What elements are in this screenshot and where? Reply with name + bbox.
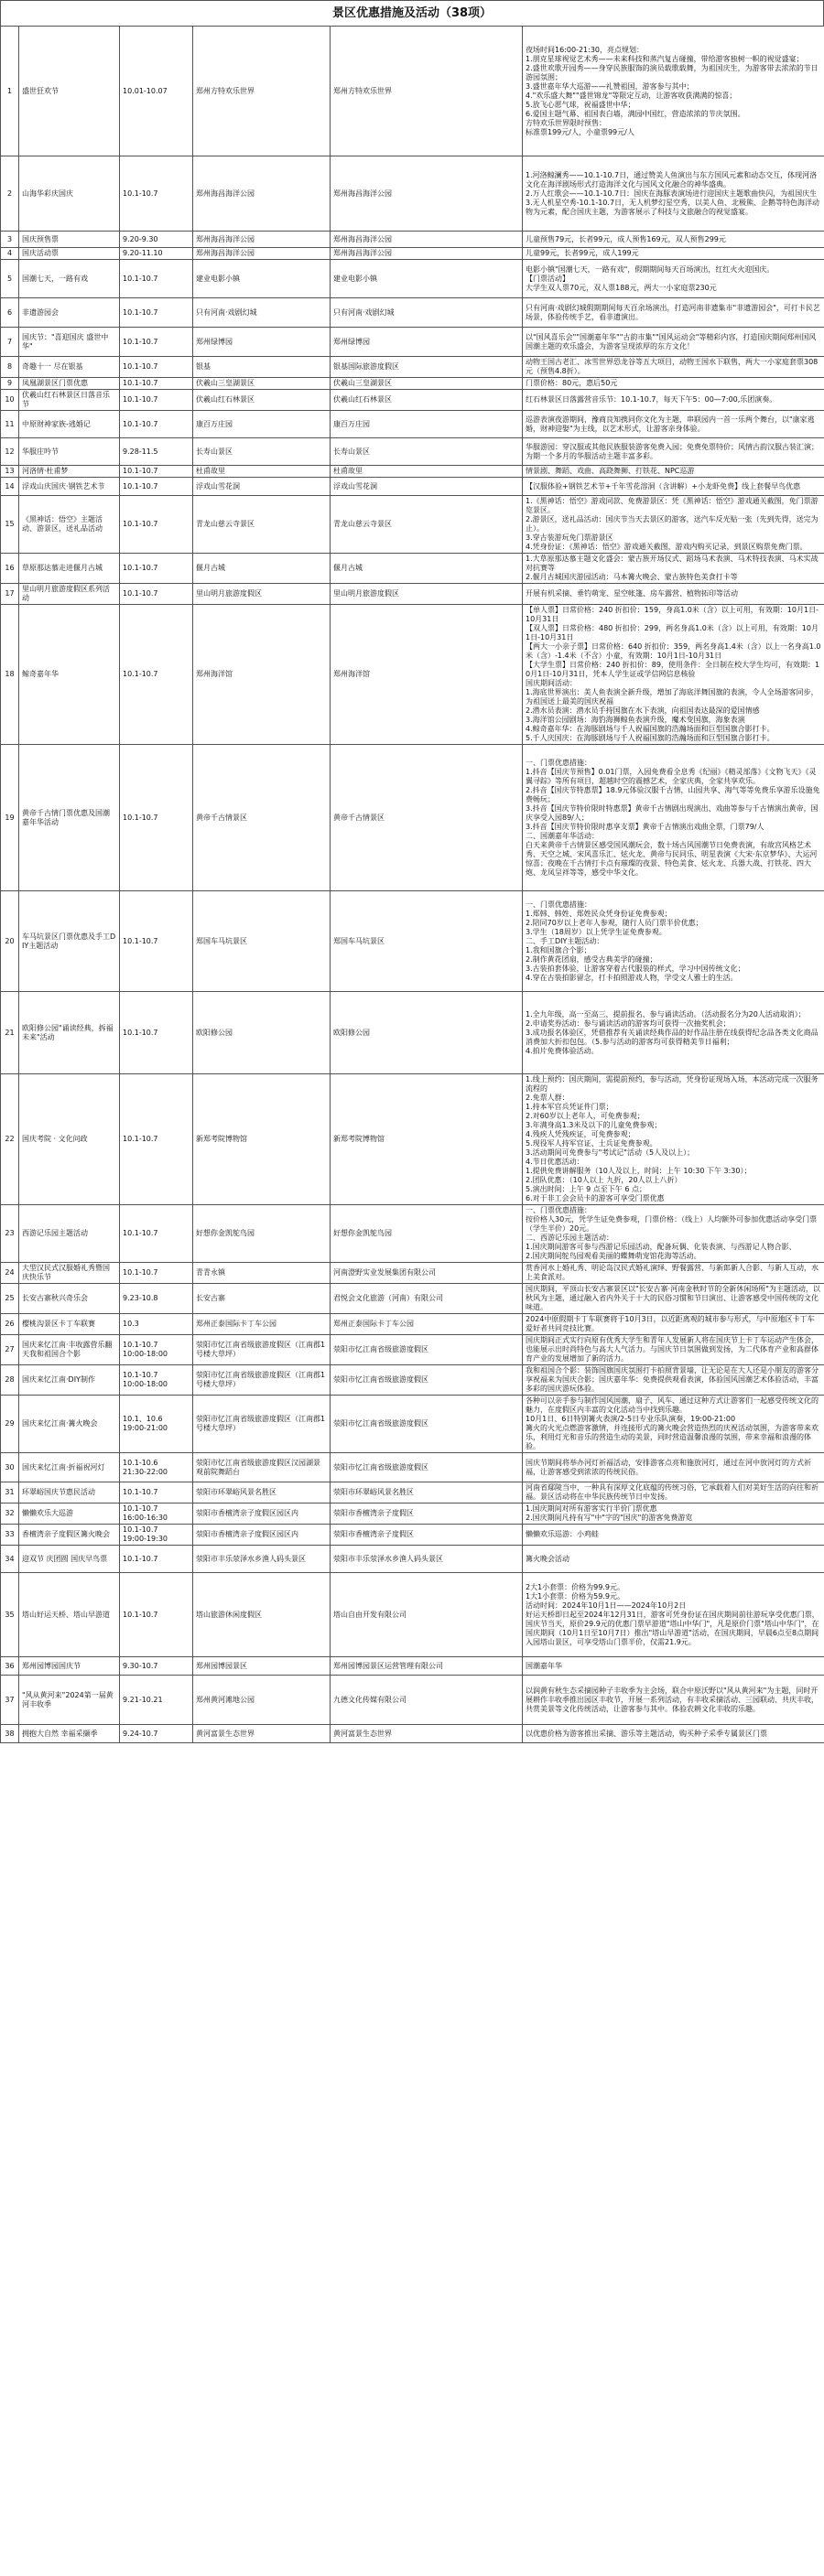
row-number: 32 — [1, 1504, 19, 1525]
activity-name: 伏羲山红石林景区日落音乐节 — [19, 390, 120, 411]
activity-date: 9.21-10.21 — [120, 1676, 193, 1725]
row-number: 12 — [1, 438, 19, 466]
activity-venue: 荥阳市忆江南省级旅游度假区（江南郡1号楼大草坪） — [193, 1335, 331, 1365]
organizer: 河南澄野实业发展集团有限公司 — [331, 1263, 523, 1284]
activity-date: 10.1-10.7 — [120, 298, 193, 328]
activity-name: 山海华彩庆国庆 — [19, 156, 120, 232]
activity-name: 懒懒欢乐大巡游 — [19, 1504, 120, 1525]
activity-date: 10.1-10.7 — [120, 1263, 193, 1284]
activity-name: 塔山好运天桥、塔山早游道 — [19, 1573, 120, 1657]
activity-name: 欧阳修公园"诵读经典，拆福未来"活动 — [19, 992, 120, 1074]
table-row — [1, 1573, 824, 1657]
table-row — [1, 1504, 824, 1525]
table-row — [1, 745, 824, 891]
table-row — [1, 1657, 824, 1676]
activity-name: "风从黄河来"2024第一届黄河丰收季 — [19, 1676, 120, 1725]
activity-date: 10.1-10.7 — [120, 554, 193, 584]
table-row — [1, 232, 824, 248]
activity-date: 9.20-9.30 — [120, 232, 193, 248]
organizer: 荥阳市忆江南省级旅游度假区 — [331, 1453, 523, 1482]
activity-name: 国庆来忆江南·折福祝河灯 — [19, 1453, 120, 1482]
activity-venue: 荥阳市丰乐荥泽水乡渔人码头景区 — [193, 1546, 331, 1573]
activity-venue: 青龙山慈云寺景区 — [193, 496, 331, 554]
activity-date: 10.1-10.7 16:00-16:30 — [120, 1504, 193, 1525]
organizer: 浮戏山雪花洞 — [331, 478, 523, 496]
activity-name: 国庆来忆江南·丰收露营乐翻天我和祖国合个影 — [19, 1335, 120, 1365]
activity-venue: 荥阳市忆江南省级旅游度假区（江南郡1号楼大草坪） — [193, 1396, 331, 1453]
activity-name: 中原财神家族-逃婚记 — [19, 411, 120, 438]
activity-details: 篝火晚会活动 — [523, 1546, 824, 1573]
organizer: 郑州正泰国际卡丁车公园 — [331, 1314, 523, 1335]
activity-venue: 新郑考院博物馆 — [193, 1074, 331, 1205]
table-row — [1, 1482, 824, 1504]
table-row — [1, 1335, 824, 1365]
organizer: 伏羲山三皇湖景区 — [331, 378, 523, 390]
activity-details: 国庆节期间将举办河灯祈福活动，安排游客点亮和施放河灯，通过在河中放河灯的方式祈福，让游客感受到浓浓的传统民俗。 — [523, 1453, 824, 1482]
organizer: 建业电影小镇 — [331, 260, 523, 298]
row-number: 8 — [1, 357, 19, 378]
organizer: 里山明月旅游度假区 — [331, 584, 523, 605]
row-number: 38 — [1, 1725, 19, 1743]
activity-date: 10.1-10.7 — [120, 605, 193, 745]
row-number: 29 — [1, 1396, 19, 1453]
organizer: 君悦会文化旅游（河南）有限公司 — [331, 1284, 523, 1314]
row-number: 11 — [1, 411, 19, 438]
activity-venue: 郑州海昌海洋公园 — [193, 248, 331, 260]
activity-name: 浮戏山庆国庆·钢铁艺术节 — [19, 478, 120, 496]
organizer: 银基国际旅游度假区 — [331, 357, 523, 378]
activity-details: 1.国庆期间对所有游客实行半价门票优惠 2.国庆期间凡持有写"中"字的"国庆"的游客免费游览 — [523, 1504, 824, 1525]
activity-date: 10.1-10.7 — [120, 1074, 193, 1205]
table-row — [1, 992, 824, 1074]
activity-venue: 郑州绿博园 — [193, 328, 331, 357]
activity-details: 1.线上预约：国庆期间，需提前预约，参与活动，凭身份证现场入场，本活动完成一次服务流程的 2.免票人群： 1.持本军官兵凭证件门票； 2.对60岁以上老年人，可免费参观； 3.年满身高1.3米及以下的儿童免费参观； 4.残疾人凭残疾证，可免费参观； 5.现役军人持军官证、士兵证免费参观。 3.活动期间可免费参与"考试记"活动（5人及以上）； 4.节日优惠活动： 1.提供免费讲解服务（10人及以上，时间：上午 10:30 下午 3:30）； 2.团队优惠：（10人以上 九折，20人以上八折） 5.演出时间：上午 9 点至下午 6 点； 6.对于非工会会员卡的游客可享受门票优惠 — [523, 1074, 824, 1205]
table-row — [1, 1396, 824, 1453]
row-number: 9 — [1, 378, 19, 390]
activity-venue: 伏羲山红石林景区 — [193, 390, 331, 411]
activity-name: 奇趣十一 尽在银基 — [19, 357, 120, 378]
activity-date: 10.1-10.7 10:00-18:00 — [120, 1365, 193, 1396]
organizer: 荥阳市香檀湾亲子度假区 — [331, 1525, 523, 1546]
activity-venue: 青青永镇 — [193, 1263, 331, 1284]
table-row — [1, 605, 824, 745]
organizer: 郑州海昌海洋公园 — [331, 232, 523, 248]
activity-details: 以优惠价格为游客推出采摘、游乐等主题活动，购买种子采季专属景区门票 — [523, 1725, 824, 1743]
activity-date: 10.1-10.7 — [120, 1205, 193, 1263]
activities-table — [0, 26, 824, 1743]
activity-date: 10.1-10.7 — [120, 1573, 193, 1657]
row-number: 6 — [1, 298, 19, 328]
organizer: 青龙山慈云寺景区 — [331, 496, 523, 554]
activity-name: 国潮七天，一路有戏 — [19, 260, 120, 298]
activity-venue: 欧阳修公园 — [193, 992, 331, 1074]
activity-details: 【汉服体验+钢铁艺术节+千年雪花溶洞（含讲解）+小龙虾免费】线上套餐早鸟优惠 — [523, 478, 824, 496]
activity-venue: 郑州海昌海洋公园 — [193, 156, 331, 232]
organizer: 荥阳市丰乐荥泽水乡渔人码头景区 — [331, 1546, 523, 1573]
activity-name: 鲸奇嘉年华 — [19, 605, 120, 745]
activity-details: 赏香河水上婚礼秀、明论岛汉民式婚礼演绎、野餐露营、与新郎新人合影、与新人互动，水上美食派对。 — [523, 1263, 824, 1284]
activity-date: 10.01-10.07 — [120, 27, 193, 156]
activity-details: 红石林景区日落露营音乐节：10.1-10.7，每天下午5：00—7:00,乐团演奏。 — [523, 390, 824, 411]
organizer: 新郑考院博物馆 — [331, 1074, 523, 1205]
activity-details: 一、门票优惠措施： 1.郑韩、韩姓、郑姓民众凭身份证免费参观； 2.陪同70岁以上老年人参观，随行人员门票半价优惠； 3.学生（18周岁）以上凭学生证免费参观。 二、手工DIY主题活动： 1.我和国旗合个影； 2.制作黄花团扇，感受古典美学的碰撞； 3.古装拍套体验，让游客穿着古代服装的样式，学习中国传统文化； 4.穿在古装拍影留念，打卡拍照游戏人物，学受文人雅士的生活。 — [523, 891, 824, 992]
activity-details: 2024中原假期卡丁车联赛将于10月3日，以近距离观的城市参与形式，与中原地区卡丁车爱好者共同竞技比赛。 — [523, 1314, 824, 1335]
activity-venue: 荥阳市忆江南省级旅游度假区汉园湖景观前院舞蹈台 — [193, 1453, 331, 1482]
activity-date: 10.1-10.7 — [120, 1546, 193, 1573]
row-number: 22 — [1, 1074, 19, 1205]
activity-date: 9.30-10.7 — [120, 1657, 193, 1676]
activity-name: 国庆来忆江南·DIY制作 — [19, 1365, 120, 1396]
table-row — [1, 1676, 824, 1725]
activity-details: 懒懒欢乐巡游：小鸡蛙 — [523, 1525, 824, 1546]
activity-details: 华服游园：穿汉服或其他民族服装游客免费入园；免费免票特价；风情古韵汉服古装汇演；为期一个多月的华服活动主题丰富多彩。 — [523, 438, 824, 466]
activity-date: 10.1-10.7 — [120, 478, 193, 496]
activity-date: 10.1-10.7 — [120, 260, 193, 298]
activity-details: 我和祖国合个影：装饰国旗国庆氛围打卡拍照背景墙，让无论是在大人还是小朋友的游客分享祝福来为国庆合影；国庆嘉年华：免费提供观看表演，体验国风国潮艺术体验活动，丰富多彩的国庆游玩体验。 — [523, 1365, 824, 1396]
activity-name: 国庆节："喜迎国庆 盛世中华" — [19, 328, 120, 357]
table-row — [1, 411, 824, 438]
activity-venue: 塔山旅游休闲度假区 — [193, 1573, 331, 1657]
activity-date: 10.1-10.7 — [120, 411, 193, 438]
activity-details: 动物王国古老汇、冰雪世界恐龙谷等五大项目，动物王国水下联售，两大一小家庭套票308元（预售4.8折）。 — [523, 357, 824, 378]
activity-venue: 荥阳市忆江南省级旅游度假区（江南郡1号楼大草坪） — [193, 1365, 331, 1396]
organizer: 荥阳市忆江南省级旅游度假区 — [331, 1365, 523, 1396]
activity-date: 10.1-10.7 — [120, 745, 193, 891]
activity-details: 1.大草原那达慕主题文化盛会：蒙古族开场仪式、蹈场马术表演、马术特技表演、马术实战对抗赛等 2.偃月古城国庆游园活动：马本篝火晚会、蒙古族特色美食打卡等 — [523, 554, 824, 584]
activity-details: 一、门票优惠措施： 按价格人30元，凭学生证免费参观，门票价格：（线上）人均额外可参加优惠活动享受门票（学生半价）20元。 二、西游记乐园主题活动： 1.国庆期间游客可参与西游记乐园活动，配备玩偶、化装表演、与西游记人物合影、 2.国庆期间鸵鸟园观看美丽的蝶舞萌宠馆花海等活动。 — [523, 1205, 824, 1263]
table-row — [1, 1074, 824, 1205]
activity-details: 以"国风喜乐会""国潮嘉年华""古韵市集""国风运动会"等精彩内容，打造国庆期间郑州国风国潮主题的欢乐盛会，为游客呈现浓厚的东方文化！ — [523, 328, 824, 357]
organizer: 荥阳市环翠峪风景名胜区 — [331, 1482, 523, 1504]
activity-name: 车马坑景区门票优惠及手工DIY主题活动 — [19, 891, 120, 992]
activity-date: 9.28-11.5 — [120, 438, 193, 466]
activity-date: 10.1-10.7 10:00-18:00 — [120, 1335, 193, 1365]
table-row — [1, 260, 824, 298]
organizer: 只有河南·戏剧幻城 — [331, 298, 523, 328]
activity-details: 儿童99元，长者99元，成人199元 — [523, 248, 824, 260]
row-number: 15 — [1, 496, 19, 554]
table-row — [1, 1725, 824, 1743]
activity-details: 1.全九年级，高一至高三，提前报名、参与诵读活动。（活动报名分为20人活动取消）； 2.申请奖券活动：参与诵读活动的游客均可获得一次抽奖机会； 3.成功报名体验区，凭借推荐有关诵读经典作品的好作品注册在线获得纪念品各类文化商品消费加大折扣包包。（5.参与活动的游客均可获得精美节日福利； 4.拍片免费体验活动。 — [523, 992, 824, 1074]
activity-venue: 好想你金凯鸵鸟园 — [193, 1205, 331, 1263]
activity-venue: 康百万庄园 — [193, 411, 331, 438]
organizer: 欧阳修公园 — [331, 992, 523, 1074]
activity-venue: 郑州正泰国际卡丁车公园 — [193, 1314, 331, 1335]
activity-date: 10.1-10.7 — [120, 584, 193, 605]
activity-details: 门票价格：80元，惠后50元 — [523, 378, 824, 390]
row-number: 33 — [1, 1525, 19, 1546]
activity-date: 10.1、10.6 19:00-21:00 — [120, 1396, 193, 1453]
activity-date: 10.1-10.7 — [120, 378, 193, 390]
activity-name: 樱桃沟景区卡丁车联赛 — [19, 1314, 120, 1335]
document-title: 景区优惠措施及活动（38项） — [0, 0, 824, 26]
table-row — [1, 248, 824, 260]
activity-venue: 郑州园博园景区 — [193, 1657, 331, 1676]
row-number: 14 — [1, 478, 19, 496]
activity-name: 大型汉民式汉服婚礼秀暨国庆快乐节 — [19, 1263, 120, 1284]
organizer: 黄帝千古情景区 — [331, 745, 523, 891]
activity-date: 10.1-10.7 — [120, 1482, 193, 1504]
table-row — [1, 478, 824, 496]
table-row — [1, 1525, 824, 1546]
organizer: 荥阳市香檀湾亲子度假区 — [331, 1504, 523, 1525]
activity-details: 国庆期间，平顶山长安古寨景区以"长安古寨·河南金秋时节的全新休闲场所"为主题活动，以秋风为主题，通过融入省内外关于十大的民俗习惯和节日演出、让游客感受中国传统的文化味道。 — [523, 1284, 824, 1314]
activity-venue: 里山明月旅游度假区 — [193, 584, 331, 605]
table-row — [1, 466, 824, 478]
activity-date: 10.3 — [120, 1314, 193, 1335]
activity-name: 非遗游园会 — [19, 298, 120, 328]
row-number: 36 — [1, 1657, 19, 1676]
table-row — [1, 357, 824, 378]
row-number: 13 — [1, 466, 19, 478]
activity-date: 9.20-11.10 — [120, 248, 193, 260]
activity-venue: 杜甫故里 — [193, 466, 331, 478]
activity-details: 【单人票】日常价格：240 折扣价：159，身高1.0米（含）以上可用，有效期：10月1日-10月31日 【双人票】日常价格：480 折扣价：299，两名身高1.0米（含）以上可用，有效期：10月1日-10月31日 【两大一小亲子票】日常价格：640 折扣价：359，两名身高1.4米（含）以上一名身高1.0米（含）-1.4米（不含）小童，有效期：10月1日-10月31日 【大学生票】日常价格：240 折扣价：89，使用条件：全日制在校大学生均可，有效期：10月1日-10月31日，凭本人学生证或学信网信息核验 国庆期间活动： 1.海底世界演出：美人鱼表演全新升级，增加了海底洋舞国旗的表演，令人全场游客同步，为祖国送上最美的国庆祝福 2.潜水员表演：潜水员手持国旗在水下表演，向祖国表达最深的爱国情感 3.海洋馆公园剧场：海豹海狮鲸鱼表演升级，魔术变国旗，海象表演 4.鲸奇嘉年华：在海豚剧场与千人祝福国旗的浩瀚场面和巨型国旗合影打卡。 5.千人庆国庆：在海豚剧场与千人祝福国旗的浩瀚场面和巨型国旗合影打卡。 — [523, 605, 824, 745]
table-body — [1, 27, 824, 1743]
activity-details: 开展有机采摘、垂钓萌宠、星空帐篷、房车露营、植物拓印等活动 — [523, 584, 824, 605]
table-row — [1, 1365, 824, 1396]
activity-venue: 黄河富景生态世界 — [193, 1725, 331, 1743]
activity-details: 国潮嘉年华 — [523, 1657, 824, 1676]
activity-date: 10.1-10.7 — [120, 390, 193, 411]
activity-venue: 偃月古城 — [193, 554, 331, 584]
activity-venue: 郑州海昌海洋公园 — [193, 232, 331, 248]
activity-venue: 长安古寨 — [193, 1284, 331, 1314]
row-number: 24 — [1, 1263, 19, 1284]
activity-details: 以润黄有秋生态采摘园种子丰收季为主会场，联合中原沃野以"风从黄河来"为主题，同时开展耕作丰收季推出园区丰收节，开展一系列活动，有丰收采摘活动、三园联动、共庆丰收，共赏美景等文化传统活动，让游客参与其中。体验农耕文化丰收的乐趣。 — [523, 1676, 824, 1725]
row-number: 35 — [1, 1573, 19, 1657]
activity-date: 10.1-10.7 19:00-19:30 — [120, 1525, 193, 1546]
activity-name: 凤凰湖景区门票优惠 — [19, 378, 120, 390]
organizer: 郑州海昌海洋公园 — [331, 156, 523, 232]
row-number: 23 — [1, 1205, 19, 1263]
activity-details: 国庆期间正式实行向原有优秀大学生和青年人发展新人将在国庆节上卡丁车运动产生体会，也能展示出时尚特色与高大人气活力。与国庆节日氛围做到发扬，为二代体育产业和高群体育产业的发展增加了新的活力。 — [523, 1335, 824, 1365]
activity-venue: 郑州黄河滩地公园 — [193, 1676, 331, 1725]
row-number: 17 — [1, 584, 19, 605]
activity-venue: 伏羲山三皇湖景区 — [193, 378, 331, 390]
table-row — [1, 390, 824, 411]
activity-details: 只有河南·戏剧幻城假期期间每天百余场演出，打造河南非遗集市"非遗游园会"，可打卡民艺场景，体验传统手艺，看非遗演出。 — [523, 298, 824, 328]
activity-venue: 只有河南·戏剧幻城 — [193, 298, 331, 328]
row-number: 20 — [1, 891, 19, 992]
table-row — [1, 891, 824, 992]
organizer: 好想你金凯鸵鸟园 — [331, 1205, 523, 1263]
activity-details: 夜场时间16:00-21:30，亮点规划： 1.朋克星球视觉艺术秀——未来科技和蒸汽复古碰撞，带给游客独树一帜的视觉盛宴； 2.盛世欢歌开园秀——身穿民族服饰的演员载歌载舞，为祖国庆生，为游客带去浓浓的节日游园氛围； 3.盛世嘉年华大巡游——礼赞祖国，游客参与其中； 4."欢乐盛大舞""盛世锦龙"等限定互动，让游客收获满满的惊喜； 5.放飞心愿气球，祝福盛世中华； 6.爱国主题气幕、祖国表白墙，满园中国红，营造浓浓的节庆氛围。 方特欢乐世界限时预售： 标准票199元/人，小童票99元/人 — [523, 27, 824, 156]
activity-name: 盛世狂欢节 — [19, 27, 120, 156]
activity-date: 10.1-10.7 — [120, 891, 193, 992]
organizer: 郑州绿博园 — [331, 328, 523, 357]
organizer: 荥阳市忆江南省级旅游度假区 — [331, 1396, 523, 1453]
organizer: 塔山自由开发有限公司 — [331, 1573, 523, 1657]
activity-details: 2大1小套票：价格为99.9元。 1大1小套票：价格为59.9元。 活动时间：2024年10月1日——2024年10月2日 好运天桥即日起至2024年12月31日，游客可凭身份证在国庆期间前往游玩享受优惠门票，国庆节当天，原价29.9元的优惠门票早游道"塔山中华门"，凡是原价门票"塔山中华门"，在国庆期间（10月1日至10月7日）推出"塔山早游道"活动，在国庆期间，早晨6点至8点期间入园塔山景区，可享受塔山门票半价，仅需21.9元。 — [523, 1573, 824, 1657]
activity-venue: 长寿山景区 — [193, 438, 331, 466]
activity-details: 儿童预售79元，长者99元，成人预售169元，双人预售299元 — [523, 232, 824, 248]
activity-name: 华服庄吟节 — [19, 438, 120, 466]
row-number: 19 — [1, 745, 19, 891]
activity-venue: 浮戏山雪花洞 — [193, 478, 331, 496]
table-row — [1, 1284, 824, 1314]
activity-date: 10.1-10.6 21:30-22:00 — [120, 1453, 193, 1482]
row-number: 34 — [1, 1546, 19, 1573]
activity-name: 河洛情·杜甫梦 — [19, 466, 120, 478]
activity-name: 环翠峪国庆节惠民活动 — [19, 1482, 120, 1504]
organizer: 荥阳市忆江南省级旅游度假区 — [331, 1335, 523, 1365]
activity-name: 草原那达慕走进偃月古城 — [19, 554, 120, 584]
organizer: 长寿山景区 — [331, 438, 523, 466]
activity-venue: 郑州海洋馆 — [193, 605, 331, 745]
table-row — [1, 1453, 824, 1482]
activity-details: 一、门票优惠措施： 1.抖音【国庆节预售】0.01门票，入园免费看全息秀《纪丽》《精灵部落》《文物飞天》《灵翼寻踪》等所有项目，超越时空的震撼艺术，全家庆典，全家共享欢乐。 2.抖音【国庆节特惠票】18.9元体验汉服千古情，山园共享、淘气等等免费乐享游乐设施免费畅玩； 3.抖音【国庆节特价限时特惠票】黄帝千古情剧出现演出、戏曲等参与千古情演出黄帝，国庆享受入园89/人； 3.抖音【国庆节特价限时惠享支票】黄帝千古情演出戏曲全票，门票79/人 二、国潮嘉年华活动： 白天来黄帝千古情景区感受国风潮玩会，数十场古风国潮节日免费表演，有故宫风格艺术秀、天空之城、宋风喜乐汇、炫火龙、黄帝与民同乐、明星表演《大宋·东京梦华》、大运河惊喜；夜晚在千古情打卡点有璀璨的夜景、特色美食、炫火龙、兵器大战、打铁花、四大炮、龙凤呈祥等等，感受中华文化。 — [523, 745, 824, 891]
activity-venue: 建业电影小镇 — [193, 260, 331, 298]
row-number: 18 — [1, 605, 19, 745]
organizer: 郑州园博园景区运营管理有限公司 — [331, 1657, 523, 1676]
activity-venue: 荥阳市香檀湾亲子度假区园区内 — [193, 1525, 331, 1546]
activity-venue: 黄帝千古情景区 — [193, 745, 331, 891]
row-number: 27 — [1, 1335, 19, 1365]
activity-details: 情景剧、舞蹈、戏曲、高跷舞狮、打铁花、NPC巡游 — [523, 466, 824, 478]
table-row — [1, 1546, 824, 1573]
row-number: 5 — [1, 260, 19, 298]
organizer: 偃月古城 — [331, 554, 523, 584]
row-number: 25 — [1, 1284, 19, 1314]
activity-venue: 郑国车马坑景区 — [193, 891, 331, 992]
activity-venue: 郑州方特欢乐世界 — [193, 27, 331, 156]
organizer: 九德文化传媒有限公司 — [331, 1676, 523, 1725]
activity-date: 10.1-10.7 — [120, 466, 193, 478]
row-number: 7 — [1, 328, 19, 357]
activity-venue: 荥阳市环翠峪风景名胜区 — [193, 1482, 331, 1504]
organizer: 郑国车马坑景区 — [331, 891, 523, 992]
table-row — [1, 378, 824, 390]
row-number: 31 — [1, 1482, 19, 1504]
activity-name: 《黑神话：悟空》主题活动、游景区，送礼品活动 — [19, 496, 120, 554]
activity-details: 1.《黑神话：悟空》游戏同款、免费游景区：凭《黑神话：悟空》游戏通关截图，免门票游览景区。 2.游景区，送礼品活动：国庆节当天去景区的游客，送汽车反光贴一张（先到先得，送完为止）。 3.穿古装游玩免门票游景区 4.凭身份证：《黑神话：悟空》游戏通关截图，游戏内购买记录，到景区购票免费门票。 — [523, 496, 824, 554]
row-number: 4 — [1, 248, 19, 260]
activity-name: 里山明月旅游度假区系列活动 — [19, 584, 120, 605]
activity-venue: 荥阳市香檀湾亲子度假区园区内 — [193, 1504, 331, 1525]
activity-date: 9.23-10.8 — [120, 1284, 193, 1314]
activity-venue: 银基 — [193, 357, 331, 378]
organizer: 黄河富景生态世界 — [331, 1725, 523, 1743]
organizer: 伏羲山红石林景区 — [331, 390, 523, 411]
row-number: 28 — [1, 1365, 19, 1396]
table-row — [1, 584, 824, 605]
activity-details: 1.河洛鲸澜秀——10.1-10.7日，通过赞美人鱼演出与东方国风元素和动态交互，体现河洛文化在海洋剧场形式打造海洋文化与国风文化融合的神华盛典。 2.万人红歌会——10.1-10.7日：国庆在海豚表演场进行迎国庆主题歌曲快闪，为祖国庆生 3.无人机星空秀-10.1-10.7日，无人机梦幻星空秀，以美人鱼、北极熊、企鹅等特色海洋动物为元素，配合国庆主题，为游客展示了科技与文旅融合的视觉盛宴。 — [523, 156, 824, 232]
organizer: 郑州海昌海洋公园 — [331, 248, 523, 260]
table-row — [1, 156, 824, 232]
table-row — [1, 438, 824, 466]
activity-name: 郑州园博园国庆节 — [19, 1657, 120, 1676]
activity-name: 香檀湾亲子度假区篝火晚会 — [19, 1525, 120, 1546]
row-number: 26 — [1, 1314, 19, 1335]
row-number: 3 — [1, 232, 19, 248]
activity-date: 10.1-10.7 — [120, 328, 193, 357]
activity-date: 10.1-10.7 — [120, 156, 193, 232]
table-row — [1, 554, 824, 584]
organizer: 郑州方特欢乐世界 — [331, 27, 523, 156]
activity-name: 拥抱大自然 幸福采撷季 — [19, 1725, 120, 1743]
activity-name: 国庆活动票 — [19, 248, 120, 260]
organizer: 康百万庄园 — [331, 411, 523, 438]
table-row — [1, 27, 824, 156]
activity-name: 西游记乐园主题活动 — [19, 1205, 120, 1263]
activity-name: 迎双节 庆团圆 国庆早鸟票 — [19, 1546, 120, 1573]
activity-name: 国庆考院 · 文化问政 — [19, 1074, 120, 1205]
activity-name: 国庆预售票 — [19, 232, 120, 248]
row-number: 1 — [1, 27, 19, 156]
row-number: 21 — [1, 992, 19, 1074]
activity-date: 10.1-10.7 — [120, 496, 193, 554]
activity-details: 各种可以亲手参与制作国风国潮，扇子、风车、通过这种方式让游客们一起感受传统文化的魅力，在度假区内丰富的文化活动当中找到乐趣。 10月1日、6日特别篝火表演/2-5日专业乐队演奏，19:00-21:00 篝火的火光点燃游客激情，并连接形式的篝火晚会营造热烈的庆祝活动氛围，为游客带来欢乐，利用灯光和音乐的营造生动的美景，同时营造温馨浪漫的氛围，带来幸福和浪漫的体验。 — [523, 1396, 824, 1453]
table-row — [1, 1314, 824, 1335]
table-row — [1, 328, 824, 357]
activity-name: 黄帝千古情门票优惠及国潮嘉年华活动 — [19, 745, 120, 891]
row-number: 16 — [1, 554, 19, 584]
activity-date: 9.24-10.7 — [120, 1725, 193, 1743]
activity-name: 长安古寨秋兴奇乐会 — [19, 1284, 120, 1314]
row-number: 10 — [1, 390, 19, 411]
activity-date: 10.1-10.7 — [120, 357, 193, 378]
table-row — [1, 1263, 824, 1284]
activity-details: 巡游表演夜游期间，豫商良知携同你文化为主题，串联园内一首一乐两个舞台，以"康家逃婚，财神迎娶"为主线，以艺术形式，让游客亲身体验。 — [523, 411, 824, 438]
activity-details: 电影小镇"国潮七天，一路有戏"，假期期间每天百场演出，红红火火迎国庆。 【门票活动】 大学生双人票70元，双人票188元，两大一小家庭票230元 — [523, 260, 824, 298]
row-number: 2 — [1, 156, 19, 232]
activity-name: 国庆来忆江南·篝火晚会 — [19, 1396, 120, 1453]
row-number: 37 — [1, 1676, 19, 1725]
organizer: 杜甫故里 — [331, 466, 523, 478]
table-row — [1, 298, 824, 328]
activity-date: 10.1-10.7 — [120, 992, 193, 1074]
activity-details: 河南省鄢陵当中，一种具有深厚文化底蕴的传统习俗，它承载着人们对美好生活的向往和祈福。景区活动将在中华民族传统节日中发扬。 — [523, 1482, 824, 1504]
row-number: 30 — [1, 1453, 19, 1482]
table-row — [1, 1205, 824, 1263]
table-row — [1, 496, 824, 554]
organizer: 郑州海洋馆 — [331, 605, 523, 745]
